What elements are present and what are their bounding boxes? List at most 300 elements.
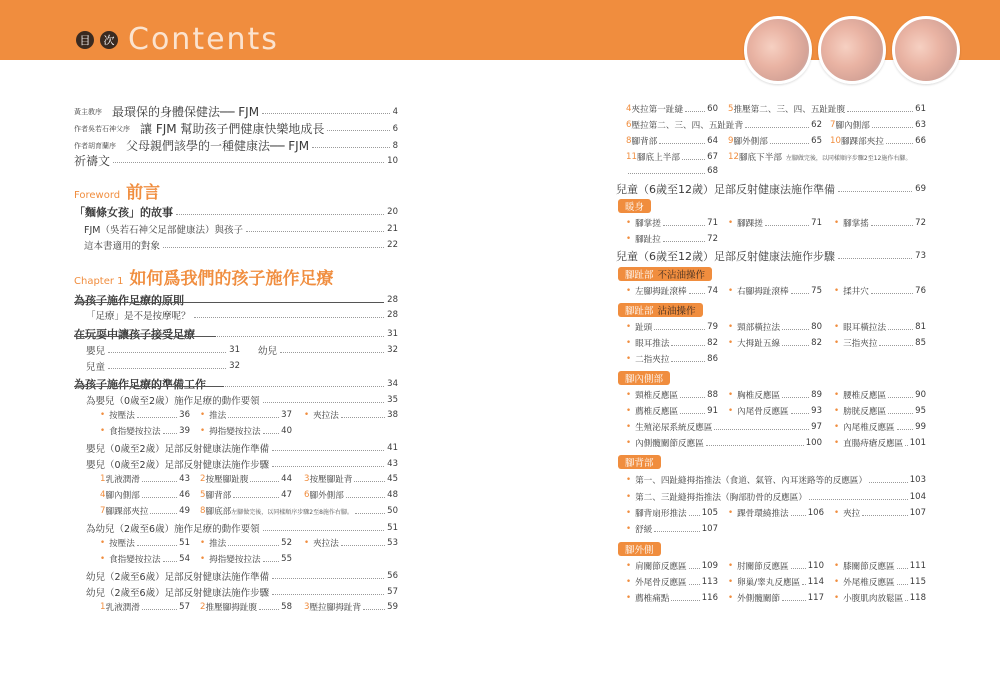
item-label: 眼耳橫拉法 [843, 323, 887, 333]
item-label: 乳液潤滑 [105, 603, 140, 613]
toc-item[interactable]: • 薦椎反應區 91 [626, 406, 718, 417]
preface-row[interactable] [74, 103, 398, 120]
page-number: 47 [281, 490, 292, 500]
item-label: 膀胱反應區 [843, 407, 887, 417]
item-label: 外側髖關節 [737, 594, 781, 604]
toc-item[interactable]: • 拇指變按拉法 40 [200, 426, 292, 437]
preface-tag: 黃主教序 [74, 107, 102, 116]
page-number: 101 [909, 438, 926, 448]
preface-row[interactable] [74, 120, 398, 137]
item-label: 外尾骨反應區 [635, 578, 687, 588]
toc-entry[interactable] [86, 359, 240, 373]
item-label: 肘關節反應區 [737, 562, 789, 572]
item-label: 拇指變按拉法 [209, 555, 261, 565]
pill-label: 腳背部 [625, 458, 654, 469]
item-label: 腳外側部 [309, 491, 344, 501]
step-number: 6 [304, 490, 310, 500]
page-number: 118 [909, 593, 926, 603]
page-number: 116 [701, 593, 718, 603]
foreword-heading [74, 178, 160, 203]
toc-item[interactable]: • 膀胱反應區 95 [834, 406, 926, 417]
item-label: 腳底下半部 [738, 153, 782, 163]
preface-row[interactable] [74, 152, 398, 169]
page-number: 51 [387, 523, 398, 533]
item-label: 推壓腳拇趾腹 [205, 603, 258, 613]
toc-item[interactable]: • 右腳拇趾滾棒 75 [728, 286, 822, 297]
page-number: 82 [707, 338, 718, 348]
item-label: 生殖泌尿系統反應區 [635, 423, 713, 433]
item-label: 腳趾拉 [635, 235, 661, 245]
entry-title: FJM（吳若石神父足部健康法）與孩子 [84, 225, 243, 236]
page-number: 48 [387, 490, 398, 500]
page-number: 71 [811, 218, 822, 228]
photo-strip [744, 16, 960, 84]
page-number: 6 [392, 123, 398, 134]
toc-item[interactable]: • 第二、三趾縫拇指推法（胸部肋骨的反應區） 104 [626, 492, 926, 503]
page-number: 104 [909, 492, 926, 502]
page-number: 51 [179, 538, 190, 548]
page-number: 41 [387, 443, 398, 453]
toc-entry[interactable] [86, 521, 398, 535]
page-number: 28 [387, 295, 398, 305]
toc-item[interactable]: • 食指變按拉法 54 [100, 554, 190, 565]
item-note: 左腳做完後，以同樣順序步驟2至8施作右腳。 [231, 508, 353, 516]
page-number: 40 [281, 426, 292, 436]
page-number: 31 [387, 329, 398, 339]
page-number: 81 [915, 322, 926, 332]
page-number: 31 [229, 345, 240, 355]
page-number: 38 [387, 410, 398, 420]
item-label: 膝關節反應區 [843, 562, 895, 572]
item-label: 右腳拇趾滾棒 [737, 287, 789, 297]
item-label: 第一、四趾縫拇指推法（食道、氣管、內耳迷路等的反應區） [635, 476, 868, 486]
toc-entry[interactable] [86, 343, 240, 357]
entry-title: 幼兒 [258, 346, 278, 357]
toc-item[interactable]: • 內尾椎反應區 99 [834, 422, 926, 433]
entry-title: 「麵條女孩」的故事 [74, 206, 173, 219]
page-number: 59 [387, 602, 398, 612]
item-label: 食指變按拉法 [109, 427, 161, 437]
item-label: 腳踝搓 [737, 219, 763, 229]
page-number: 66 [915, 136, 926, 146]
toc-item[interactable] [200, 601, 292, 613]
toc-item[interactable]: • 腳踝搓 71 [728, 218, 822, 229]
page-number: 95 [915, 406, 926, 416]
toc-item[interactable] [100, 601, 190, 613]
page-number: 10 [387, 155, 398, 166]
step-number: 2 [200, 602, 206, 612]
toc-item[interactable]: • 薦椎痛點 116 [626, 593, 718, 604]
toc-entry[interactable] [86, 585, 398, 599]
step-number: 5 [728, 104, 734, 114]
chapter-heading [74, 264, 334, 289]
toc-item[interactable]: • 第一、四趾縫拇指推法（食道、氣管、內耳迷路等的反應區） 103 [626, 475, 926, 486]
entry-title: 幼兒（2歲至6歲）足部反射健康法施作準備 [86, 572, 270, 583]
page-number: 43 [179, 474, 190, 484]
item-label: 揉井穴 [843, 287, 869, 297]
toc-entry[interactable] [74, 292, 398, 308]
page-number: 43 [387, 459, 398, 469]
item-label: 推法 [209, 539, 227, 549]
toc-item[interactable]: • 腳趾拉 72 [626, 234, 718, 245]
toc-item[interactable]: • 夾拉法 53 [304, 538, 398, 549]
item-label: 腳踝部夾拉 [840, 137, 884, 147]
toc-item[interactable]: • 推法 52 [200, 538, 292, 549]
chapter-en: Chapter 1 [74, 276, 124, 287]
toc-item[interactable]: • 內側髖關節反應區 100 [626, 438, 822, 449]
page-title [76, 22, 279, 57]
item-label: 按壓腳趾腹 [205, 475, 249, 485]
chapter-zh: 如何爲我們的孩子施作足療 [129, 269, 334, 289]
baby-foot-photo-2 [818, 16, 886, 84]
page-number: 46 [179, 490, 190, 500]
item-label: 腳掌搓 [635, 219, 661, 229]
page-number: 68 [707, 166, 718, 176]
toc-item[interactable] [626, 166, 718, 176]
title-mark-1: 目 [76, 31, 94, 49]
entry-title: 嬰兒（0歲至2歲）足部反射健康法施作步驟 [86, 460, 270, 471]
page-number: 39 [179, 426, 190, 436]
page-number: 32 [229, 361, 240, 371]
toc-item[interactable]: • 腳掌搖 72 [834, 218, 926, 229]
entry-title: 兒童（6歲至12歲）足部反射健康法施作步驟 [616, 250, 835, 263]
item-label: 胸椎反應區 [737, 391, 781, 401]
toc-entry[interactable] [86, 308, 398, 322]
page-number: 76 [915, 286, 926, 296]
toc-entry[interactable] [84, 238, 398, 252]
page-number: 72 [707, 234, 718, 244]
entry-title: 在玩耍中讓孩子接受足療 [74, 328, 195, 341]
step-number: 4 [626, 104, 632, 114]
toc-item[interactable] [200, 505, 398, 517]
entry-title: 為嬰兒（0歲至2歲）施作足療的動作要領 [86, 396, 260, 407]
item-label: 按壓法 [109, 411, 135, 421]
preface-title: 最環保的身體保健法── FJM [112, 105, 260, 119]
page-number: 79 [707, 322, 718, 332]
page-number: 80 [811, 322, 822, 332]
pill-tag: 沾油操作 [657, 306, 696, 317]
page-number: 65 [811, 136, 822, 146]
page-number: 86 [707, 354, 718, 364]
item-label: 夾拉第一趾縫 [631, 105, 684, 115]
entry-title: 這本書適用的對象 [84, 241, 161, 252]
toc-item[interactable]: • 趾頭 79 [626, 322, 718, 333]
toc-item[interactable]: • 按壓法 36 [100, 410, 190, 421]
toc-item[interactable]: • 直腸痔瘡反應區 101 [834, 438, 926, 449]
toc-item[interactable]: • 推法 37 [200, 410, 292, 421]
toc-item[interactable]: • 腰椎反應區 90 [834, 390, 926, 401]
item-label: 腳內側部 [835, 121, 870, 131]
page-number: 69 [915, 184, 926, 194]
pill-label: 腳內側部 [625, 374, 664, 385]
step-number: 11 [626, 152, 637, 162]
page-number: 111 [909, 561, 926, 571]
item-label: 腳掌搖 [843, 219, 869, 229]
toc-item[interactable] [100, 473, 190, 485]
page-number: 63 [915, 120, 926, 130]
toc-item[interactable]: • 小腹肌肉放鬆區 118 [834, 593, 926, 604]
toc-entry[interactable] [258, 343, 398, 357]
entry-title: 為孩子施作足療的原則 [74, 294, 184, 307]
item-label: 食指變按拉法 [109, 555, 161, 565]
toc-item[interactable]: • 膝關節反應區 111 [834, 561, 926, 572]
section-pill-inner [618, 371, 670, 385]
step-number: 9 [728, 136, 734, 146]
item-label: 夾拉法 [313, 411, 339, 421]
item-label: 腳背部 [205, 491, 232, 501]
item-label: 拇指變按拉法 [209, 427, 261, 437]
item-label: 腳背扇形推法 [635, 509, 687, 519]
page-number: 64 [707, 136, 718, 146]
toc-entry[interactable] [74, 204, 398, 220]
page-number: 35 [387, 395, 398, 405]
step-number: 8 [200, 506, 206, 516]
toc-item[interactable]: • 夾拉法 38 [304, 410, 398, 421]
step-number: 1 [100, 602, 106, 612]
page-number: 67 [707, 152, 718, 162]
page-number: 57 [387, 587, 398, 597]
entry-title: 嬰兒 [86, 346, 106, 357]
item-label: 內尾骨反應區 [737, 407, 789, 417]
toc-item[interactable] [830, 135, 926, 147]
toc-item[interactable]: • 二指夾拉 86 [626, 354, 718, 365]
step-number: 6 [626, 120, 632, 130]
toc-item[interactable]: • 舒緩 107 [626, 524, 718, 535]
page-number: 107 [909, 508, 926, 518]
page-number: 89 [811, 390, 822, 400]
step-number: 1 [100, 474, 106, 484]
item-label: 腳底部 [205, 507, 232, 517]
page-number: 82 [811, 338, 822, 348]
item-label: 左腳拇趾滾棒 [635, 287, 687, 297]
entry-title: 為幼兒（2歲至6歲）施作足療的動作要領 [86, 524, 260, 535]
toc-item[interactable]: • 腳背扇形推法 105 [626, 508, 718, 519]
toc-item[interactable] [304, 489, 398, 501]
toc-item[interactable]: • 頸椎反應區 88 [626, 390, 718, 401]
toc-item[interactable]: • 揉井穴 76 [834, 286, 926, 297]
toc-item[interactable]: • 內尾骨反應區 93 [728, 406, 822, 417]
toc-item[interactable] [304, 601, 398, 613]
pill-tag: 不沾油操作 [657, 270, 706, 281]
item-label: 直腸痔瘡反應區 [843, 439, 904, 449]
item-label: 踝骨環繞推法 [737, 509, 789, 519]
toc-item[interactable]: • 外側髖關節 117 [728, 593, 824, 604]
toc-item[interactable] [100, 505, 190, 517]
toc-item[interactable]: • 按壓法 51 [100, 538, 190, 549]
page-number: 4 [392, 106, 398, 117]
page-number: 52 [281, 538, 292, 548]
entry-title: 兒童（6歲至12歲）足部反射健康法施作準備 [616, 183, 835, 196]
toc-item[interactable]: • 大拇趾五線 82 [728, 338, 822, 349]
step-number: 12 [728, 152, 739, 162]
toc-item[interactable]: • 外尾椎反應區 115 [834, 577, 926, 588]
page-number: 57 [179, 602, 190, 612]
preface-title: 祈禱文 [74, 154, 111, 168]
toc-entry[interactable] [74, 376, 398, 392]
page-number: 32 [387, 345, 398, 355]
page-number: 97 [811, 422, 822, 432]
toc-item[interactable]: • 眼耳橫拉法 81 [834, 322, 926, 333]
item-label: 壓拉第二、三、四、五趾趾背 [631, 121, 744, 131]
toc-entry[interactable] [86, 441, 398, 455]
divider [74, 336, 216, 337]
page-number: 71 [707, 218, 718, 228]
item-label: 推法 [209, 411, 227, 421]
toc-entry[interactable] [86, 457, 398, 471]
preface-tag: 作者胡育蘭序 [74, 141, 116, 150]
page-number: 49 [179, 506, 190, 516]
page-number: 20 [387, 207, 398, 217]
section-pill-toes-dry [618, 267, 712, 281]
page-number: 60 [707, 104, 718, 114]
page-number: 109 [701, 561, 718, 571]
page-number: 113 [701, 577, 718, 587]
item-label: 卵巢/睾丸反應區 [737, 578, 801, 588]
toc-item[interactable] [100, 489, 190, 501]
item-label: 三指夾拉 [843, 339, 878, 349]
baby-foot-photo-3 [892, 16, 960, 84]
page-number: 61 [915, 104, 926, 114]
toc-entry[interactable] [616, 181, 926, 197]
toc-entry[interactable] [84, 222, 398, 236]
toc-item[interactable] [728, 103, 926, 115]
toc-item[interactable]: • 生殖泌尿系統反應區 97 [626, 422, 822, 433]
pill-label: 腳外側 [625, 545, 654, 556]
item-label: 按壓腳趾背 [309, 475, 353, 485]
item-label: 夾拉法 [313, 539, 339, 549]
toc-item[interactable]: • 肩關節反應區 109 [626, 561, 718, 572]
page-number: 73 [915, 251, 926, 261]
page-number: 36 [179, 410, 190, 420]
entry-title: 幼兒（2歲至6歲）足部反射健康法施作步驟 [86, 588, 270, 599]
toc-item[interactable]: • 左腳拇趾滾棒 74 [626, 286, 718, 297]
toc-item[interactable]: • 外尾骨反應區 113 [626, 577, 718, 588]
toc-item[interactable]: • 食指變按拉法 39 [100, 426, 190, 437]
toc-entry[interactable] [86, 569, 398, 583]
page-number: 62 [811, 120, 822, 130]
toc-item[interactable]: • 踝骨環繞推法 106 [728, 508, 824, 519]
item-label: 腳背部 [631, 137, 658, 147]
page-number: 22 [387, 240, 398, 250]
preface-tag: 作者吳若石神父序 [74, 124, 130, 133]
page-number: 105 [701, 508, 718, 518]
toc-item[interactable]: • 三指夾拉 85 [834, 338, 926, 349]
toc-item[interactable]: • 頸部橫拉法 80 [728, 322, 822, 333]
item-label: 薦椎痛點 [635, 594, 670, 604]
toc-item[interactable] [626, 103, 718, 115]
item-label: 夾拉 [843, 509, 861, 519]
toc-item[interactable]: • 拇指變按拉法 55 [200, 554, 292, 565]
step-number: 4 [100, 490, 106, 500]
page-number: 100 [805, 438, 822, 448]
toc-item[interactable] [728, 135, 822, 147]
item-label: 壓拉腳拇趾背 [309, 603, 362, 613]
toc-entry[interactable] [86, 393, 398, 407]
page-number: 28 [387, 310, 398, 320]
entry-title: 為孩子施作足療的準備工作 [74, 378, 206, 391]
toc-item[interactable] [626, 119, 822, 131]
preface-title: 讓 FJM 幫助孩子們健康快樂地成長 [140, 122, 325, 136]
item-label: 第二、三趾縫拇指推法（胸部肋骨的反應區） [635, 493, 807, 503]
page-number: 72 [915, 218, 926, 228]
page-number: 56 [387, 571, 398, 581]
toc-item[interactable] [626, 151, 718, 163]
toc-item[interactable] [304, 473, 398, 485]
toc-item[interactable]: • 夾拉 107 [834, 508, 926, 519]
page-number: 37 [281, 410, 292, 420]
page-number: 103 [909, 475, 926, 485]
page-number: 99 [915, 422, 926, 432]
toc-entry[interactable] [616, 248, 926, 264]
page-number: 115 [909, 577, 926, 587]
toc-item[interactable]: • 眼耳推法 82 [626, 338, 718, 349]
toc-item[interactable] [626, 135, 718, 147]
page-number: 107 [701, 524, 718, 534]
page-number: 106 [807, 508, 824, 518]
item-label: 乳液潤滑 [105, 475, 140, 485]
toc-item[interactable]: • 肘關節反應區 110 [728, 561, 824, 572]
toc-item[interactable] [728, 151, 926, 163]
page-number: 58 [281, 602, 292, 612]
page-number: 34 [387, 379, 398, 389]
item-label: 內側髖關節反應區 [635, 439, 704, 449]
toc-item[interactable]: • 胸椎反應區 89 [728, 390, 822, 401]
toc-item[interactable] [200, 473, 292, 485]
pill-label: 暖身 [625, 202, 645, 213]
toc-entry[interactable] [74, 326, 398, 342]
item-note: 左腳做完後，以同樣順序步驟2至12施作右腳。 [785, 154, 912, 162]
item-label: 頸椎反應區 [635, 391, 679, 401]
page-number: 88 [707, 390, 718, 400]
page-number: 93 [811, 406, 822, 416]
toc-item[interactable] [830, 119, 926, 131]
entry-title: 兒童 [86, 362, 106, 373]
page-number: 21 [387, 224, 398, 234]
item-label: 二指夾拉 [635, 355, 670, 365]
item-label: 腳外側部 [733, 137, 768, 147]
section-pill-warmup [618, 199, 651, 213]
toc-item[interactable] [200, 489, 292, 501]
item-label: 薦椎反應區 [635, 407, 679, 417]
step-number: 3 [304, 602, 310, 612]
step-number: 10 [830, 136, 841, 146]
foreword-en: Foreword [74, 190, 121, 201]
item-label: 腳內側部 [105, 491, 140, 501]
toc-item[interactable]: • 卵巢/睾丸反應區 114 [728, 577, 824, 588]
section-pill-outer [618, 542, 661, 556]
pill-label: 腳趾部 [625, 306, 654, 317]
page-number: 8 [392, 140, 398, 151]
page-number: 44 [281, 474, 292, 484]
page-number: 90 [915, 390, 926, 400]
section-pill-back [618, 455, 661, 469]
step-number: 7 [100, 506, 106, 516]
item-label: 腳底上半部 [636, 153, 680, 163]
toc-item[interactable]: • 腳掌搓 71 [626, 218, 718, 229]
item-label: 眼耳推法 [635, 339, 670, 349]
page-number: 74 [707, 286, 718, 296]
divider [74, 386, 224, 387]
page-number: 110 [807, 561, 824, 571]
page-number: 45 [387, 474, 398, 484]
step-number: 3 [304, 474, 310, 484]
foreword-zh: 前言 [126, 183, 161, 203]
step-number: 5 [200, 490, 206, 500]
title-mark-2: 次 [100, 31, 118, 49]
entry-title: 嬰兒（0歲至2歲）足部反射健康法施作準備 [86, 444, 270, 455]
page-number: 53 [387, 538, 398, 548]
page-number: 75 [811, 286, 822, 296]
